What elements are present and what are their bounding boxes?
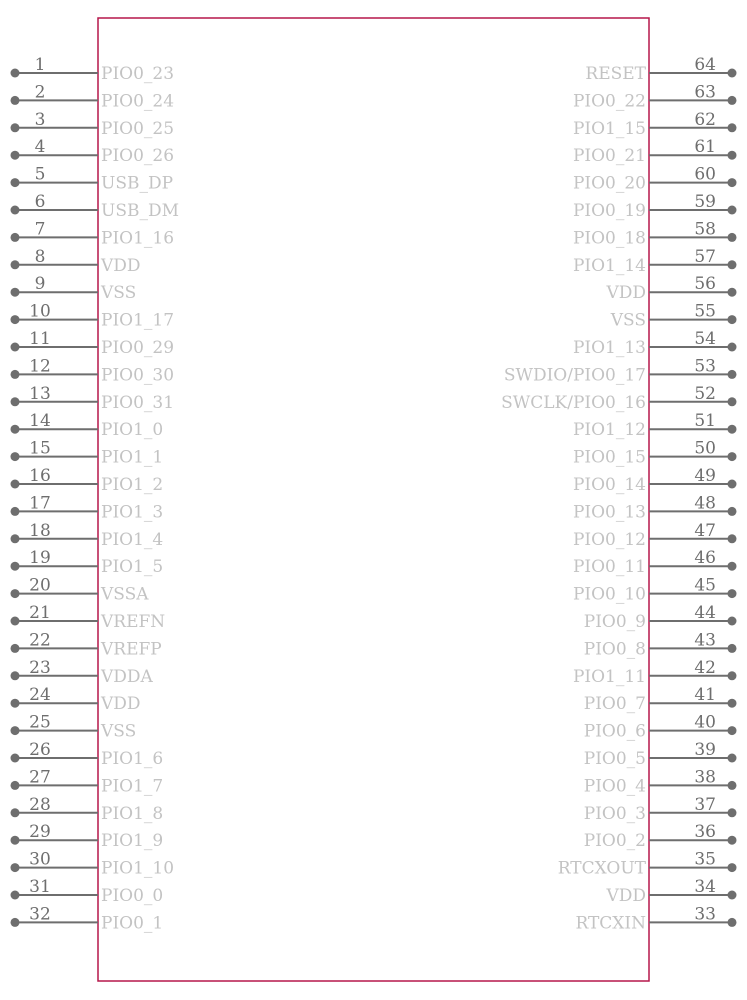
pin-number: 25 [29, 712, 51, 733]
pin-name-label: PIO0_5 [583, 749, 646, 769]
pin-name-label: PIO0_30 [101, 365, 175, 386]
pin-49 [573, 466, 737, 495]
pin-name-label: PIO0_1 [101, 913, 164, 934]
pin-end-dot [728, 534, 737, 543]
pin-number: 41 [694, 685, 716, 706]
pin-name-label: PIO1_16 [101, 228, 175, 249]
pin-end-dot [11, 397, 20, 406]
pin-6 [11, 192, 180, 221]
pin-end-dot [11, 534, 20, 543]
pin-name-label: PIO0_18 [572, 228, 646, 249]
pin-end-dot [728, 69, 737, 78]
pin-number: 28 [29, 794, 51, 815]
pin-name-label: PIO1_10 [101, 858, 175, 879]
pin-end-dot [11, 589, 20, 598]
pin-number: 47 [694, 520, 716, 541]
pin-name-label: PIO1_17 [101, 310, 175, 331]
pin-end-dot [728, 178, 737, 187]
pin-12 [11, 356, 175, 385]
pin-name-label: PIO1_12 [572, 420, 646, 441]
pin-33 [575, 904, 736, 933]
pin-name-label: PIO0_14 [572, 475, 646, 495]
pin-number: 49 [694, 466, 716, 486]
pin-25 [11, 713, 137, 742]
pin-number: 19 [29, 548, 51, 569]
pin-number: 10 [29, 301, 51, 322]
pin-end-dot [11, 315, 20, 324]
pin-end-dot [728, 918, 737, 927]
pin-51 [573, 411, 737, 440]
pin-end-dot [728, 96, 737, 105]
pin-name-label: VDD [606, 283, 646, 304]
pin-name-label: PIO1_13 [572, 338, 646, 358]
pin-end-dot [11, 260, 20, 269]
pin-1 [11, 55, 175, 84]
pin-name-label: PIO0_2 [583, 831, 646, 852]
pin-name-label: PIO0_9 [583, 612, 646, 632]
pin-end-dot [11, 151, 20, 160]
pin-name-label: USB_DM [101, 201, 180, 221]
pin-22 [11, 630, 162, 659]
pin-name-label: PIO0_20 [572, 173, 646, 194]
pin-number: 42 [694, 657, 716, 678]
pin-number: 6 [34, 192, 46, 212]
pin-number: 48 [694, 493, 716, 514]
pin-57 [573, 247, 737, 276]
pin-name-label: PIO0_15 [572, 447, 646, 468]
pin-36 [584, 822, 737, 851]
pin-end-dot [728, 699, 737, 708]
pin-number: 55 [694, 301, 716, 322]
pin-number: 46 [694, 548, 716, 569]
pin-number: 15 [29, 438, 51, 459]
pin-end-dot [11, 425, 20, 434]
pin-end-dot [11, 370, 20, 379]
pin-21 [11, 603, 166, 632]
pin-name-label: PIO0_8 [583, 639, 646, 660]
pin-number: 4 [34, 137, 46, 158]
pin-name-label: PIO0_31 [101, 392, 175, 413]
pin-name-label: SWCLK/PIO0_16 [501, 392, 646, 413]
pin-name-label: PIO0_7 [583, 694, 646, 715]
pin-name-label: PIO0_25 [101, 118, 175, 139]
pin-name-label: RTCXIN [575, 913, 646, 934]
pin-60 [573, 165, 737, 194]
pin-end-dot [11, 836, 20, 845]
pin-end-dot [11, 754, 20, 763]
pin-end-dot [11, 617, 20, 626]
pin-name-label: VDD [606, 886, 646, 906]
pin-name-label: PIO0_24 [101, 91, 175, 112]
pin-name-label: PIO0_22 [572, 91, 646, 112]
pin-number: 14 [29, 411, 51, 432]
pin-59 [573, 192, 737, 221]
pin-62 [573, 110, 737, 139]
pin-name-label: PIO1_3 [101, 502, 164, 523]
pin-name-label: VSS [610, 310, 646, 331]
pin-number: 52 [694, 383, 716, 404]
pin-name-label: VDD [101, 694, 141, 715]
pin-name-label: VREFN [101, 612, 166, 632]
pin-name-label: SWDIO/PIO0_17 [503, 365, 646, 386]
pin-number: 26 [29, 740, 51, 760]
pin-end-dot [728, 233, 737, 242]
pin-44 [584, 603, 737, 632]
pin-end-dot [728, 863, 737, 872]
pin-64 [585, 55, 736, 84]
pin-name-label: PIO0_13 [572, 502, 646, 523]
pin-number: 37 [694, 794, 716, 815]
pin-name-label: USB_DP [101, 173, 174, 194]
pin-end-dot [11, 671, 20, 680]
pin-number: 32 [29, 904, 51, 925]
pin-name-label: PIO1_5 [101, 557, 164, 578]
pin-name-label: PIO1_11 [572, 666, 646, 687]
pin-number: 64 [694, 55, 716, 75]
pin-58 [573, 219, 737, 248]
left-pin-group [11, 55, 180, 933]
pin-number: 21 [29, 603, 51, 623]
pin-26 [11, 740, 164, 769]
pin-end-dot [11, 452, 20, 461]
pin-number: 3 [34, 109, 46, 130]
pin-name-label: PIO0_4 [583, 776, 646, 797]
pin-19 [11, 548, 164, 577]
pin-number: 24 [29, 685, 51, 706]
pin-41 [584, 685, 737, 714]
pin-end-dot [11, 726, 20, 735]
pin-number: 12 [29, 356, 51, 377]
pin-number: 27 [29, 767, 51, 788]
pin-29 [11, 822, 164, 851]
pin-number: 62 [694, 109, 716, 130]
pin-number: 22 [29, 630, 51, 651]
pin-end-dot [11, 233, 20, 242]
pin-number: 2 [34, 82, 46, 103]
pin-32 [11, 904, 164, 933]
pin-number: 29 [29, 822, 51, 843]
pin-14 [11, 411, 164, 440]
pin-17 [11, 493, 164, 522]
pin-end-dot [11, 343, 20, 352]
pin-end-dot [11, 918, 20, 927]
pin-end-dot [728, 151, 737, 160]
pin-end-dot [728, 480, 737, 489]
pin-end-dot [728, 397, 737, 406]
pin-name-label: PIO1_4 [101, 529, 164, 550]
pin-end-dot [728, 260, 737, 269]
pin-number: 40 [694, 712, 716, 733]
pin-54 [573, 329, 737, 358]
pin-56 [605, 274, 736, 303]
pin-name-label: VSS [101, 283, 137, 304]
pin-end-dot [728, 425, 737, 434]
pin-name-label: PIO0_3 [583, 803, 646, 824]
pin-number: 8 [34, 246, 46, 267]
pin-number: 35 [694, 849, 716, 870]
pin-end-dot [728, 644, 737, 653]
pin-20 [11, 576, 150, 605]
pin-end-dot [11, 96, 20, 105]
pin-3 [11, 110, 175, 139]
pin-end-dot [728, 589, 737, 598]
pin-end-dot [728, 808, 737, 817]
pin-30 [11, 850, 175, 879]
pin-end-dot [728, 288, 737, 297]
pin-name-label: PIO1_2 [101, 475, 164, 495]
pin-46 [573, 548, 737, 577]
pin-end-dot [11, 69, 20, 78]
pin-name-label: VDDA [101, 666, 153, 687]
pin-number: 44 [694, 603, 716, 623]
pin-number: 13 [29, 383, 51, 404]
pin-16 [11, 466, 164, 495]
pin-40 [584, 713, 737, 742]
pin-52 [501, 384, 736, 413]
pin-number: 5 [34, 164, 46, 185]
pin-end-dot [11, 644, 20, 653]
pin-55 [610, 302, 737, 331]
pin-name-label: PIO0_6 [583, 721, 646, 742]
pin-42 [573, 658, 737, 687]
pin-number: 53 [694, 356, 716, 377]
pin-number: 11 [29, 329, 51, 349]
pin-number: 59 [694, 192, 716, 212]
pin-27 [11, 767, 164, 796]
pin-number: 9 [34, 274, 46, 295]
pin-number: 54 [694, 329, 716, 349]
pin-number: 33 [694, 904, 716, 925]
pin-48 [573, 493, 737, 522]
pin-name-label: PIO1_14 [572, 255, 646, 276]
pin-name-label: PIO0_23 [101, 64, 175, 84]
pin-name-label: RTCXOUT [557, 858, 646, 879]
component-body [98, 18, 649, 981]
pin-2 [11, 82, 175, 111]
pin-name-label: VREFP [101, 639, 162, 660]
pin-end-dot [728, 315, 737, 324]
pin-63 [573, 82, 737, 111]
pin-end-dot [728, 891, 737, 900]
right-pin-group [501, 55, 736, 933]
pin-end-dot [11, 562, 20, 571]
pin-24 [11, 685, 141, 714]
pin-name-label: PIO0_26 [101, 146, 175, 167]
pin-name-label: PIO0_10 [572, 584, 646, 605]
pin-number: 20 [29, 575, 51, 596]
pin-11 [11, 329, 175, 358]
pin-45 [573, 576, 737, 605]
pin-number: 43 [694, 630, 716, 651]
pin-name-label: PIO1_15 [572, 118, 646, 139]
pin-61 [573, 137, 737, 166]
pin-end-dot [728, 671, 737, 680]
pin-number: 58 [694, 219, 716, 240]
pin-name-label: PIO0_19 [572, 201, 646, 221]
pin-name-label: VSS [101, 721, 137, 742]
pin-name-label: PIO1_8 [101, 803, 164, 824]
pin-number: 16 [29, 466, 51, 486]
pin-end-dot [11, 891, 20, 900]
pin-23 [11, 658, 154, 687]
pin-name-label: PIO1_9 [101, 831, 164, 852]
pin-name-label: PIO0_21 [572, 146, 646, 167]
pin-number: 39 [694, 740, 716, 760]
pin-number: 1 [34, 55, 46, 75]
pin-number: 18 [29, 520, 51, 541]
pin-31 [11, 877, 164, 906]
pin-name-label: PIO0_0 [101, 886, 164, 906]
pin-number: 57 [694, 246, 716, 267]
pin-end-dot [11, 863, 20, 872]
pin-end-dot [11, 288, 20, 297]
pin-name-label: PIO1_0 [101, 420, 164, 441]
pin-38 [584, 767, 737, 796]
pin-end-dot [728, 726, 737, 735]
pin-35 [558, 850, 737, 879]
pin-name-label: PIO0_11 [572, 557, 646, 578]
pin-4 [11, 137, 175, 166]
pin-end-dot [728, 123, 737, 132]
pin-number: 38 [694, 767, 716, 788]
pin-end-dot [728, 781, 737, 790]
pin-number: 50 [694, 438, 716, 459]
pin-15 [11, 439, 164, 468]
pin-end-dot [11, 178, 20, 187]
pin-34 [605, 877, 736, 906]
pin-end-dot [11, 206, 20, 215]
pin-end-dot [728, 617, 737, 626]
pin-name-label: PIO0_12 [572, 529, 646, 550]
pin-name-label: PIO1_1 [101, 447, 164, 468]
pin-47 [573, 521, 737, 550]
pin-name-label: PIO0_29 [101, 338, 175, 358]
pin-end-dot [11, 781, 20, 790]
pin-50 [573, 439, 737, 468]
pin-name-label: PIO1_6 [101, 749, 164, 769]
pin-number: 23 [29, 657, 51, 678]
pin-end-dot [728, 343, 737, 352]
pin-number: 63 [694, 82, 716, 103]
pin-number: 60 [694, 164, 716, 185]
pin-28 [11, 795, 164, 824]
pin-end-dot [728, 452, 737, 461]
pin-9 [11, 274, 137, 303]
pin-name-label: VDD [101, 255, 141, 276]
pin-end-dot [728, 836, 737, 845]
pin-number: 17 [29, 493, 51, 514]
pin-end-dot [728, 562, 737, 571]
pin-8 [11, 247, 141, 276]
pin-end-dot [728, 206, 737, 215]
pin-number: 31 [29, 877, 51, 897]
pin-10 [11, 302, 175, 331]
pin-name-label: VSSA [101, 584, 149, 605]
pin-end-dot [11, 699, 20, 708]
pin-37 [584, 795, 737, 824]
pin-number: 7 [34, 219, 46, 240]
pin-end-dot [11, 123, 20, 132]
pin-number: 61 [694, 137, 716, 158]
pin-name-label: RESET [585, 64, 646, 84]
pin-end-dot [11, 480, 20, 489]
pin-number: 56 [694, 274, 716, 295]
pin-39 [584, 740, 737, 769]
pin-13 [11, 384, 175, 413]
pin-end-dot [728, 754, 737, 763]
pin-end-dot [728, 507, 737, 516]
pin-number: 45 [694, 575, 716, 596]
pin-number: 51 [694, 411, 716, 432]
pin-number: 30 [29, 849, 51, 870]
pin-18 [11, 521, 164, 550]
pin-end-dot [11, 507, 20, 516]
pin-number: 34 [694, 877, 716, 897]
pin-7 [11, 219, 175, 248]
pin-53 [504, 356, 737, 385]
pin-5 [11, 165, 174, 194]
pin-43 [584, 630, 737, 659]
pin-end-dot [728, 370, 737, 379]
pin-name-label: PIO1_7 [101, 776, 164, 797]
pin-end-dot [11, 808, 20, 817]
pin-number: 36 [694, 822, 716, 843]
